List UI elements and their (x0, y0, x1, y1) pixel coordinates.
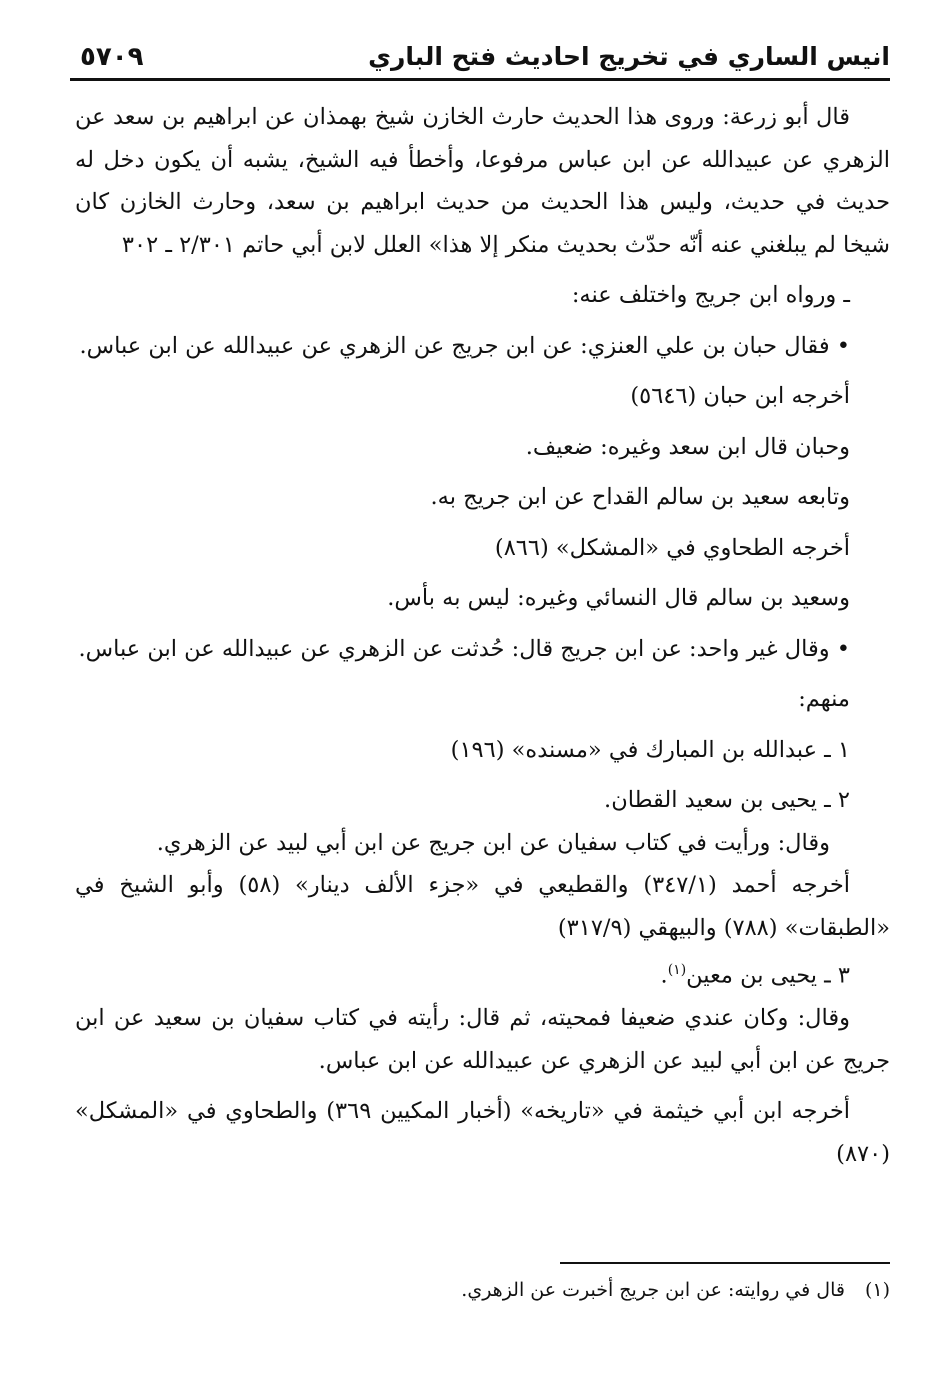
paragraph-saeed-follow: وتابعه سعيد بن سالم القداح عن ابن جريج به. (430, 484, 850, 510)
paragraph-ibn-jurayj: ـ ورواه ابن جريج واختلف عنه: (571, 282, 850, 308)
page-number: ٥٧٠٩ (80, 42, 144, 72)
paragraph-hibban-weak: وحبان قال ابن سعد وغيره: ضعيف. (525, 433, 850, 460)
paragraph-ahmad: أخرجه أحمد (٣٤٧/١) والقطيعي في «جزء الألف دينار» (٥٨) وأبو الشيخ في «الطبقات» (٧٨٨) والبيهقي (٣١٧/٩) (75, 872, 890, 941)
list-item-3: ٣ ـ يحيى بن معين$^{(١)}$. (660, 962, 850, 989)
paragraph-among-them: منهم: (798, 686, 850, 712)
paragraph-ibn-maeen-said: وقال: وكان عندي ضعيفا فمحيته، ثم قال: رأيته في كتاب سفيان بن سعيد عن ابن جريج عن ابن أبي لبيد عن الزهري عن عبيدالله عن ابن عباس. (75, 1005, 890, 1074)
running-title: انيس الساري في تخريج احاديث فتح الباري (368, 42, 890, 71)
footnote-text: قال في روايته: عن ابن جريج أخبرت عن الزهري. (461, 1279, 845, 1301)
paragraph-others: • وقال غير واحد: عن ابن جريج قال: حُدثت عن الزهري عن عبيدالله عن ابن عباس. (78, 635, 850, 662)
paragraph-ibn-abi-khaythama: أخرجه ابن أبي خيثمة في «تاريخه» (أخبار المكيين ٣٦٩) والطحاوي في «المشكل» (٨٧٠) (75, 1098, 890, 1167)
main-text (75, 96, 890, 1175)
footnote-number: (١) (864, 1279, 890, 1301)
footnote-ref: (١) (667, 962, 687, 978)
page-header (70, 38, 890, 81)
footnote-separator (560, 1262, 890, 1264)
paragraph-hibban: • فقال حبان بن علي العنزي: عن ابن جريج عن الزهري عن عبيدالله عن ابن عباس. (79, 332, 850, 359)
paragraph-qattan-said: وقال: ورأيت في كتاب سفيان عن ابن جريج عن ابن أبي لبيد عن الزهري. (156, 829, 830, 856)
list-item-3-text: ٣ ـ يحيى بن معين (686, 962, 850, 989)
paragraph-tahawi: أخرجه الطحاوي في «المشكل» (٨٦٦) (494, 534, 850, 561)
list-item-1: ١ ـ عبدالله بن المبارك في «مسنده» (١٩٦) (450, 736, 850, 763)
paragraph-saeed-nasai: وسعيد بن سالم قال النسائي وغيره: ليس به بأس. (387, 585, 850, 611)
paragraph-abu-zurah: قال أبو زرعة: وروى هذا الحديث حارث الخازن شيخ بهمذان عن ابراهيم بن سعد عن الزهري عن عبيدالله عن ابن عباس مرفوعا، وأخطأ فيه الشيخ، يشبه أن يكون دخل له حديث في حديث، وليس هذا الحديث من حديث ابراهيم بن سعد، وحارث الخازن كان شيخا لم يبلغني عنه أنّه حدّث بحديث منكر إلا هذا» العلل لابن أبي حاتم ٢/٣٠١ ـ ٣٠٢ (75, 104, 890, 258)
paragraph-ibn-hibban: أخرجه ابن حبان (٥٦٤٦) (630, 383, 850, 409)
list-item-2: ٢ ـ يحيى بن سعيد القطان. (604, 787, 850, 813)
footnote (75, 1275, 890, 1305)
